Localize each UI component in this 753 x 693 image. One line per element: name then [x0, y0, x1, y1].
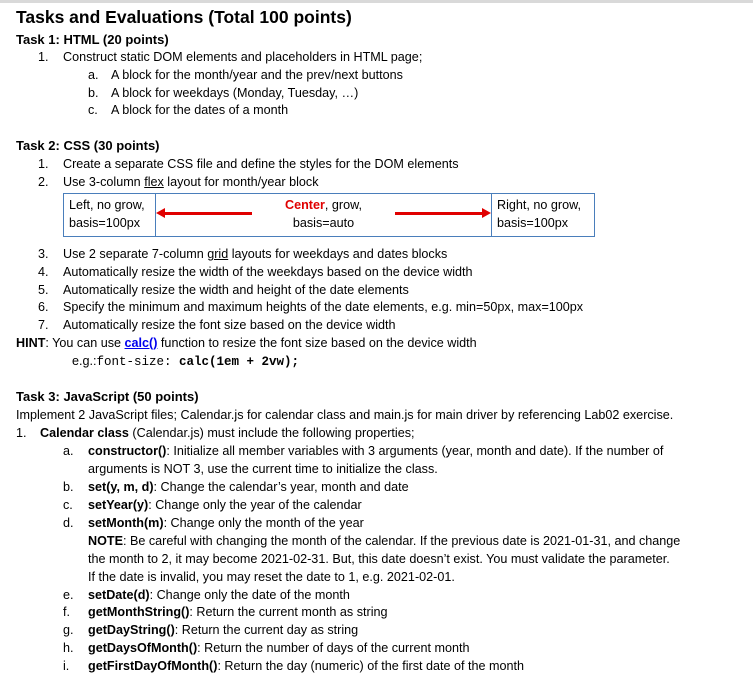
method-item [88, 621, 358, 639]
text: basis=auto [292, 216, 355, 230]
method-item [88, 496, 362, 514]
text: : Return the day (numeric) of the first date of the month [217, 659, 525, 673]
method-name: setYear(y) [88, 498, 149, 512]
method-item [88, 514, 364, 532]
task2-heading: Task 2: CSS (30 points) [16, 138, 160, 153]
text: basis=100px [69, 216, 141, 230]
task3-heading: Task 3: JavaScript (50 points) [16, 389, 199, 404]
task2-item-text [63, 173, 319, 191]
task1-item-text: Construct static DOM elements and placeholders in HTML page; [63, 50, 423, 64]
method-item [88, 586, 350, 604]
text: : Change only the date of the month [149, 588, 350, 602]
diagram-right-cell [492, 194, 594, 236]
task1-sub-num: c. [88, 103, 98, 117]
method-num: d. [63, 516, 74, 530]
method-item [88, 639, 469, 657]
method-name: setDate(d) [88, 588, 150, 602]
note-line [88, 532, 680, 550]
diagram-left-cell [64, 194, 156, 236]
text: Use 2 separate 7-column [63, 247, 208, 261]
code-example [72, 352, 299, 371]
task3-item-text [40, 424, 415, 442]
method-num: c. [63, 498, 73, 512]
method-num: f. [63, 605, 70, 619]
top-edge [0, 0, 753, 3]
hint-label: HINT [16, 336, 46, 350]
arrow-right-icon [395, 212, 483, 215]
text: : Change the calendar’s year, month and date [153, 480, 409, 494]
code-property: font-size: [96, 355, 180, 369]
text: Left, no grow, [69, 198, 145, 212]
code-value: calc(1em + 2vw); [179, 355, 300, 369]
page-title: Tasks and Evaluations (Total 100 points) [16, 7, 352, 27]
method-item [88, 657, 524, 675]
method-name: set(y, m, d) [88, 480, 154, 494]
method-num: a. [63, 444, 74, 458]
text: : Be careful with changing the month of the calendar. If the previous date is 2021-01-31, and change [122, 534, 681, 548]
flex-layout-diagram [63, 193, 595, 237]
method-num: h. [63, 641, 74, 655]
method-num: g. [63, 623, 74, 637]
method-item [88, 603, 388, 621]
text: : Change only the month of the year [163, 516, 364, 530]
underlined-term: grid [207, 247, 229, 261]
task2-item-text: Automatically resize the width and height of the date elements [63, 283, 409, 297]
text: : Return the current month as string [189, 605, 388, 619]
task1-heading: Task 1: HTML (20 points) [16, 32, 169, 47]
task2-item-num: 6. [38, 300, 49, 314]
task2-item-num: 7. [38, 318, 49, 332]
method-num: e. [63, 588, 74, 602]
method-num: b. [63, 480, 74, 494]
task1-sub-num: b. [88, 86, 99, 100]
method-name: getDaysOfMonth() [88, 641, 198, 655]
task2-item-text [63, 245, 447, 263]
text: : You can use [45, 336, 125, 350]
method-name: constructor() [88, 444, 167, 458]
text: : Return the current day as string [174, 623, 359, 637]
task2-item-text: Create a separate CSS file and define the styles for the DOM elements [63, 157, 459, 171]
task1-sub-text: A block for weekdays (Monday, Tuesday, …) [111, 86, 359, 100]
text: layouts for weekdays and dates blocks [228, 247, 448, 261]
arrow-left-icon [164, 212, 252, 215]
task1-sub-text: A block for the dates of a month [111, 103, 289, 117]
task2-item-num: 5. [38, 283, 49, 297]
task3-item-num: 1. [16, 426, 27, 440]
text: , grow, [324, 198, 362, 212]
text: Use 3-column [63, 175, 145, 189]
note-label: NOTE [88, 534, 123, 548]
task2-item-num: 4. [38, 265, 49, 279]
hint-line [16, 334, 477, 352]
task2-item-text: Specify the minimum and maximum heights of the date elements, e.g. min=50px, max=100px [63, 300, 584, 314]
text: Calendar class [40, 426, 129, 440]
text: : Return the number of days of the current month [197, 641, 470, 655]
task1-sub-text: A block for the month/year and the prev/next buttons [111, 68, 403, 82]
task2-item-num: 3. [38, 247, 49, 261]
underlined-term: flex [144, 175, 164, 189]
method-num: i. [63, 659, 70, 673]
note-line: the month to 2, it may become 2021-02-31. But, this date doesn’t exist. You must validate the parameter. [88, 552, 670, 566]
diagram-center-cell [156, 194, 492, 236]
text: : Initialize all member variables with 3 arguments (year, month and date). If the number of [166, 444, 664, 458]
text: : Change only the year of the calendar [148, 498, 362, 512]
method-item [88, 478, 409, 496]
method-name: getFirstDayOfMonth() [88, 659, 218, 673]
text: Right, no grow, [497, 198, 582, 212]
text: (Calendar.js) must include the following properties; [128, 426, 415, 440]
calc-link[interactable]: calc() [124, 336, 158, 350]
method-name: getMonthString() [88, 605, 190, 619]
note-line: If the date is invalid, you may reset the date to 1, e.g. 2021-02-01. [88, 570, 455, 584]
text: Center [285, 198, 325, 212]
text: basis=100px [497, 216, 569, 230]
method-name: getDayString() [88, 623, 175, 637]
task3-intro: Implement 2 JavaScript files; Calendar.js for calendar class and main.js for main driver by referencing Lab02 exercise. [16, 408, 674, 422]
text: layout for month/year block [163, 175, 319, 189]
task2-item-text: Automatically resize the width of the weekdays based on the device width [63, 265, 473, 279]
task2-item-text: Automatically resize the font size based on the device width [63, 318, 396, 332]
method-item [88, 442, 663, 460]
method-name: setMonth(m) [88, 516, 164, 530]
task2-item-num: 1. [38, 157, 49, 171]
method-item-cont: arguments is NOT 3, use the current time to initialize the class. [88, 462, 438, 476]
text: function to resize the font size based on the device width [157, 336, 477, 350]
task2-item-num: 2. [38, 175, 49, 189]
task1-item-num: 1. [38, 50, 49, 64]
task1-sub-num: a. [88, 68, 99, 82]
text: e.g.: [72, 354, 97, 368]
